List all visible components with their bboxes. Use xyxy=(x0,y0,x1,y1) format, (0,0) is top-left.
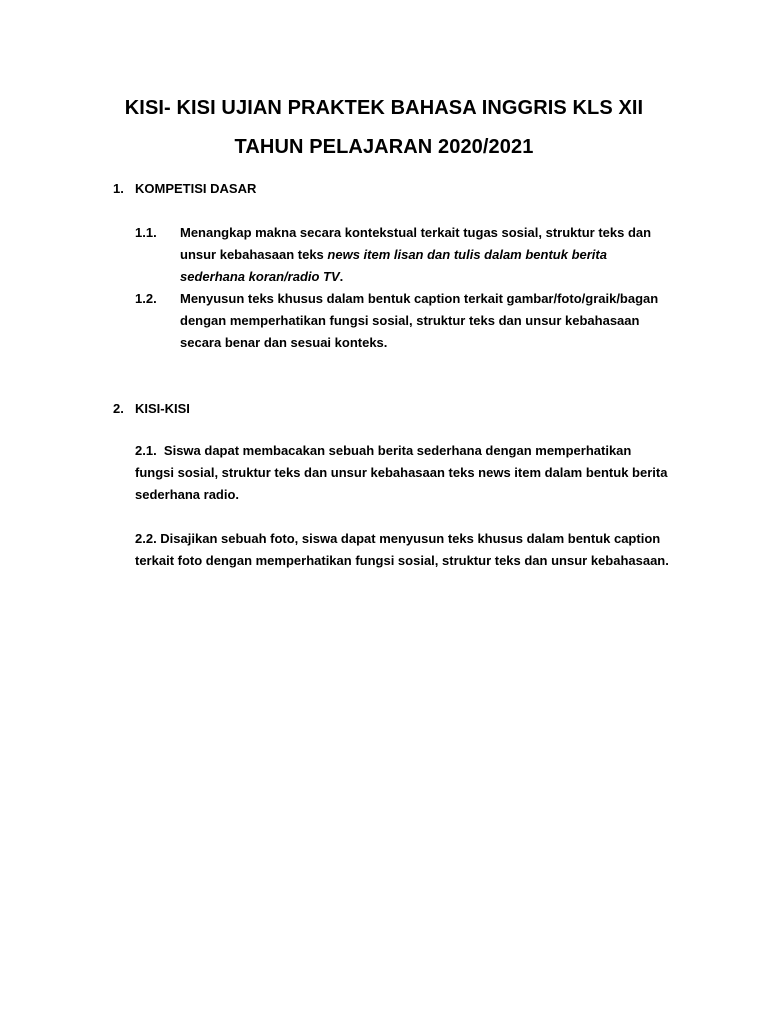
grid-item-2-1-line-3: sederhana radio. xyxy=(135,487,240,502)
competency-1-1-number: 1.1. xyxy=(135,225,157,240)
grid-item-2-2-line-2: terkait foto dengan memperhatikan fungsi sosial, struktur teks dan unsur kebahasaan. xyxy=(135,553,669,568)
section-1-number: 1. xyxy=(113,181,124,196)
competency-1-1-line-2 xyxy=(180,244,607,266)
competency-1-1-line-3 xyxy=(180,266,343,288)
competency-1-2-line-1: Menyusun teks khusus dalam bentuk caption terkait gambar/foto/graik/bagan xyxy=(180,291,659,306)
competency-1-2-number: 1.2. xyxy=(135,291,157,306)
competency-1-1-line-2-italic: news item lisan dan tulis dalam bentuk berita xyxy=(327,247,607,262)
document-title-line-1: KISI- KISI UJIAN PRAKTEK BAHASA INGGRIS KLS XII xyxy=(124,97,644,119)
grid-item-2-1-line-1: 2.1. Siswa dapat membacakan sebuah berita sederhana dengan memperhatikan xyxy=(135,443,632,458)
section-1-heading: KOMPETISI DASAR xyxy=(135,181,257,196)
competency-1-2-line-2: dengan memperhatikan fungsi sosial, struktur teks dan unsur kebahasaan xyxy=(180,313,640,328)
competency-1-1-line-1: Menangkap makna secara kontekstual terkait tugas sosial, struktur teks dan xyxy=(180,225,652,240)
competency-1-1-line-3-end: . xyxy=(339,269,344,284)
grid-item-2-1-line-2: fungsi sosial, struktur teks dan unsur kebahasaan teks news item dalam bentuk berita xyxy=(135,465,668,480)
grid-item-2-2-line-1: 2.2. Disajikan sebuah foto, siswa dapat menyusun teks khusus dalam bentuk caption xyxy=(135,531,661,546)
competency-1-1-line-3-italic: sederhana koran/radio TV xyxy=(180,269,340,284)
competency-1-1-line-2-normal: unsur kebahasaan teks xyxy=(180,247,328,262)
section-2-heading: KISI-KISI xyxy=(135,401,190,416)
competency-1-2-line-3: secara benar dan sesuai konteks. xyxy=(180,335,388,350)
section-2-number: 2. xyxy=(113,401,124,416)
document-title-line-2: TAHUN PELAJARAN 2020/2021 xyxy=(234,136,534,158)
